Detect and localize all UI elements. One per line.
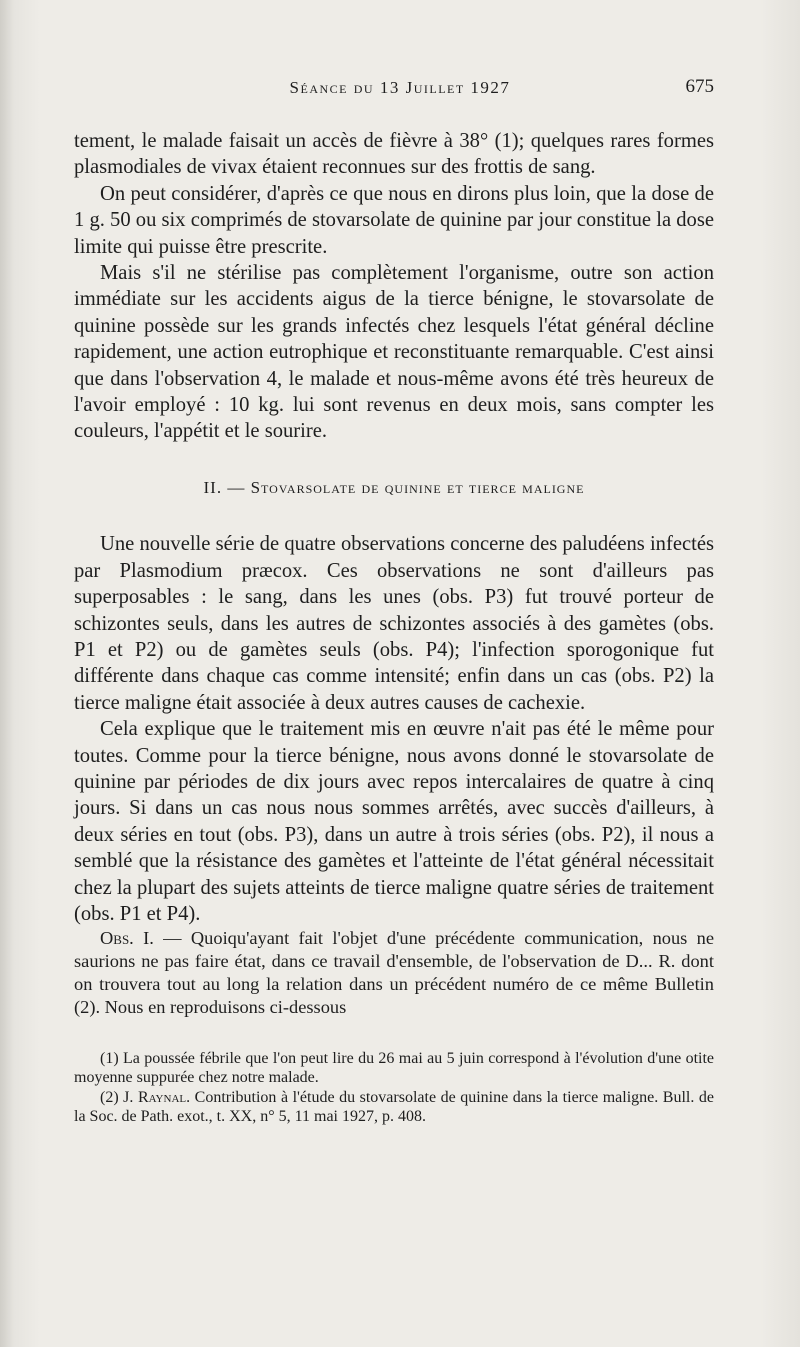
paragraph: tement, le malade faisait un accès de fièvre à 38° (1); quelques rares formes plasmodiales de vivax étaient reconnues sur des frottis de sang. — [74, 130, 714, 179]
paragraph: On peut considérer, d'après ce que nous en dirons plus loin, que la dose de 1 g. 50 ou six comprimés de stovarsolate de quinine par jour constitue la dose limite qui puisse être prescrite. — [74, 182, 714, 258]
footnote-text: . Contribution à l'étude du stovarsolate de quinine dans la tierce maligne. Bull. de la Soc. de Path. exot., t. XX, n° 5, 11 mai 1927, p. 408. — [74, 1088, 714, 1126]
running-head: Séance du 13 Juillet 1927 — [289, 78, 511, 97]
footnote-text: La poussée fébrile que l'on peut lire du 26 mai au 5 juin correspond à l'évolution d'une otite moyenne suppurée chez notre malade. — [74, 1049, 714, 1087]
page-number: 675 — [685, 76, 714, 97]
observation-text: — Quoiqu'ayant fait l'objet d'une précédente communication, nous ne saurions ne pas faire état, dans ce travail d'ensemble, de l'observation de D... R. dont on trouvera tout au long la relation dans un précédent numéro de ce même Bulletin (2). Nous en reproduisons ci-dessous — [74, 928, 715, 1017]
observation-paragraph — [74, 927, 714, 1018]
footnote — [74, 1049, 714, 1088]
paragraph: Cela explique que le traitement mis en œuvre n'ait pas été le même pour toutes. Comme pour la tierce bénigne, nous avons donné le stovarsolate de quinine par périodes de dix jours avec repos intercalaires de quatre à cinq jours. Si dans un cas nous nous sommes arrêtés, avec succès d'ailleurs, à deux séries en tout (obs. P3), dans un autre à trois séries (obs. P2), il nous a semblé que la résistance des gamètes et l'atteinte de l'état général nécessitait chez la plupart des sujets atteints de tierce maligne quatre séries de traitement (obs. P1 et P4). — [74, 718, 714, 925]
footnote-mark: (1) — [100, 1049, 119, 1067]
page-header — [0, 78, 800, 108]
paragraph: Mais s'il ne stérilise pas complètement l'organisme, outre son action immédiate sur les accidents aigus de la tierce bénigne, le stovarsolate de quinine possède sur les grands infectés chez lesquels l'état général décline rapidement, une action eutrophique et reconstituante remarquable. C'est ainsi que dans l'observation 4, le malade et nous-même avons été très heureux de l'avoir employé : 10 kg. lui sont revenus en deux mois, sans compter les couleurs, l'appétit et le sourire. — [74, 262, 714, 443]
footnotes — [74, 1049, 714, 1127]
footnote-mark: (2) J. — [100, 1088, 138, 1106]
footnote-author: Raynal — [137, 1088, 187, 1106]
page-body — [74, 128, 714, 1127]
paragraph: Une nouvelle série de quatre observations concerne des paludéens infectés par Plasmodium præcox. Ces observations ne sont d'ailleurs pas superposables : le sang, dans les unes (obs. P3) fut trouvé porteur de schizontes seuls, dans les autres de schizontes associés à des gamètes (obs. P1 et P2) ou de gamètes seuls (obs. P4); l'infection sporogonique fut différente dans chaque cas comme intensité; enfin dans un cas (obs. P2) la tierce maligne était associée à deux autres causes de cachexie. — [74, 533, 714, 714]
section-heading: II. — Stovarsolate de quinine et tierce maligne — [203, 477, 585, 497]
footnote — [74, 1088, 714, 1127]
observation-label: Obs. I. — [100, 928, 154, 949]
